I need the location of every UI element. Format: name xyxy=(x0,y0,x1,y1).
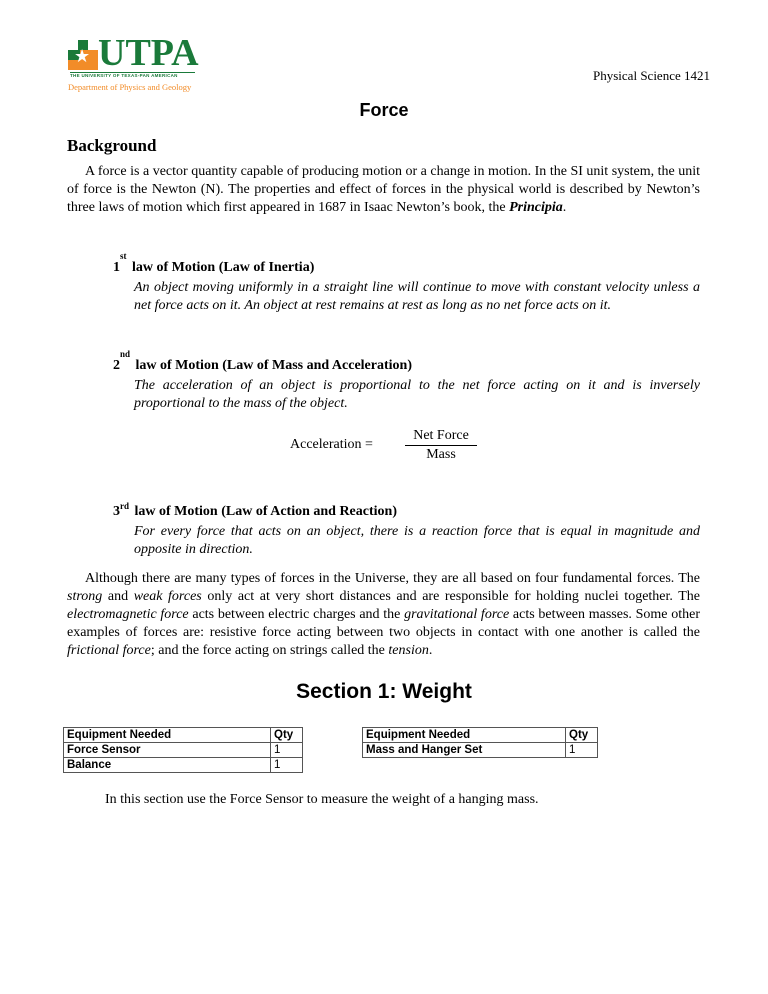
forces-paragraph: Although there are many types of forces in the Universe, they are all based on four fundamental forces. The strong and weak forces only act at very short distances and are responsible for holding nuclei together. The electromagnetic force acts between electric charges and the gravitational force acts between masses. Some other examples of forces are: resistive force acting between two objects in contact with one another is called the frictional force; and the force acting on strings called the tension. xyxy=(67,571,701,658)
principia-emphasis: Principia xyxy=(509,200,563,215)
header-equipment: Equipment Needed xyxy=(363,728,566,743)
star-icon: ★ xyxy=(74,46,91,67)
table-row: Force Sensor 1 xyxy=(64,743,303,758)
table-row: Mass and Hanger Set 1 xyxy=(363,743,598,758)
table-header-row xyxy=(363,728,598,743)
formula-denominator: Mass xyxy=(426,447,456,462)
section-1-title: Section 1: Weight xyxy=(296,680,472,703)
formula-numerator: Net Force xyxy=(405,428,477,446)
utpa-logo xyxy=(68,32,228,95)
header-qty: Qty xyxy=(566,728,598,743)
header-qty: Qty xyxy=(271,728,303,743)
logo-mark xyxy=(68,40,98,70)
law-1-text: An object moving uniformly in a straight line will continue to move with constant velocity unless a net force acts on it. An object at rest remains at rest as long as no net force acts on it. xyxy=(134,280,700,313)
law-2-text: The acceleration of an object is proportional to the net force acting on it and is inversely proportional to the mass of the object. xyxy=(134,378,700,411)
section-1-instruction: In this section use the Force Sensor to measure the weight of a hanging mass. xyxy=(105,792,539,807)
intro-paragraph: A force is a vector quantity capable of producing motion or a change in motion. In the SI unit system, the unit of force is the Newton (N). The properties and effect of forces in the physical world is described by Newton’s three laws of motion which first appeared in 1687 in Isaac Newton’s book, the Principia. xyxy=(67,164,700,215)
header-equipment: Equipment Needed xyxy=(64,728,271,743)
law-3-text: For every force that acts on an object, there is a reaction force that is equal in magnitude and opposite in direction. xyxy=(134,524,700,557)
formula-lhs: Acceleration = xyxy=(290,437,373,452)
table-row: Balance 1 xyxy=(64,758,303,773)
department-name: Department of Physics and Geology xyxy=(68,82,192,92)
equipment-table-left xyxy=(63,727,303,773)
law-1-heading: 1st law of Motion (Law of Inertia) xyxy=(113,251,315,275)
logo-wordmark: UTPA xyxy=(98,32,199,74)
logo-subtitle: THE UNIVERSITY OF TEXAS-PAN AMERICAN xyxy=(70,72,195,78)
course-label: Physical Science 1421 xyxy=(593,68,710,83)
page-title: Force xyxy=(359,100,409,120)
law-2-heading: 2nd law of Motion (Law of Mass and Acceleration) xyxy=(113,349,412,373)
table-header-row xyxy=(64,728,303,743)
law-3-heading: 3rd law of Motion (Law of Action and Reaction) xyxy=(113,501,397,519)
equipment-table-right xyxy=(362,727,598,758)
background-heading: Background xyxy=(67,136,157,155)
formula-fraction xyxy=(405,428,477,463)
